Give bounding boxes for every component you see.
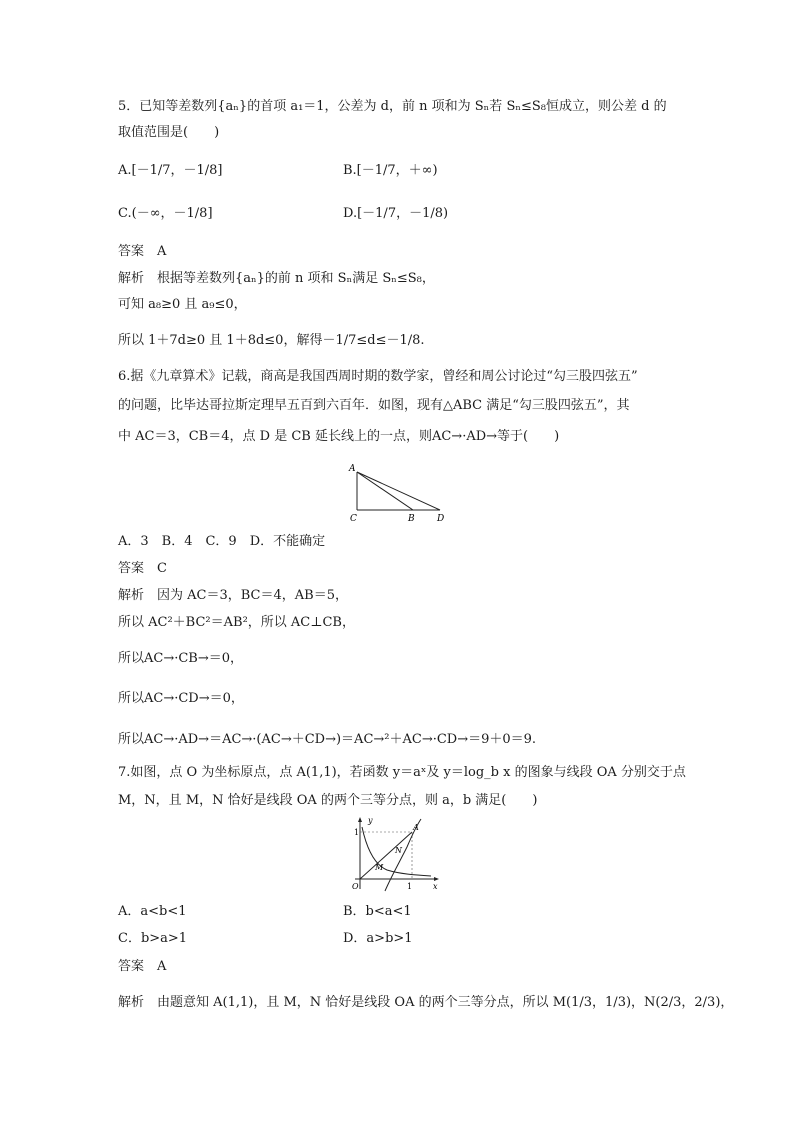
- q6-answer: 答案 C: [118, 561, 167, 576]
- q5-option-c: C.(－∞，－1/8]: [118, 206, 213, 221]
- label-one-x: 1: [407, 882, 413, 891]
- q5-solution-line3: 所以 1＋7d≥0 且 1＋8d≤0，解得－1/7≤d≤－1/8.: [118, 333, 425, 348]
- q6-solution-line3: 所以AC→·CB→＝0，: [118, 651, 244, 666]
- q6-options: A．3 B．4 C．9 D．不能确定: [118, 534, 326, 549]
- q5-solution-line2: 可知 a₈≥0 且 a₉≤0，: [118, 297, 247, 312]
- q6-stem-line1: 6.据《九章算术》记载，商高是我国西周时期的数学家，曾经和周公讨论过“勾三股四弦五”: [118, 369, 638, 384]
- segment-oa: [360, 832, 412, 879]
- q6-solution-line5: 所以AC→·AD→＝AC→·(AC→＋CD→)＝AC→²＋AC→·CD→＝9＋0＝9.: [118, 732, 537, 747]
- q7-stem-line1: 7.如图，点 O 为坐标原点，点 A(1,1)，若函数 y＝aˣ及 y＝log_b x 的图象与线段 OA 分别交于点: [118, 765, 686, 780]
- label-d: D: [437, 514, 445, 524]
- label-one-y: 1: [354, 828, 360, 837]
- q5-option-a: A.[－1/7，－1/8]: [118, 163, 223, 178]
- q6-stem-line3: 中 AC＝3，CB＝4，点 D 是 CB 延长线上的一点，则AC→·AD→等于( ): [118, 429, 560, 444]
- q7-graph-figure: [345, 815, 445, 895]
- segment-ad: [357, 472, 440, 510]
- q6-solution-line2: 所以 AC²＋BC²＝AB²，所以 AC⊥CB，: [118, 615, 355, 630]
- label-y: y: [368, 816, 373, 825]
- q7-option-c: C．b>a>1: [118, 931, 188, 946]
- q5-answer: 答案 A: [118, 244, 167, 259]
- q5-stem-line1: 5．已知等差数列{aₙ}的首项 a₁＝1，公差为 d，前 n 项和为 Sₙ若 Sₙ≤S₈恒成立，则公差 d 的: [118, 99, 667, 114]
- label-c: C: [350, 514, 357, 524]
- q7-solution-line1: 解析 由题意知 A(1,1)，且 M，N 恰好是线段 OA 的两个三等分点，所以 M(1/3，1/3)，N(2/3，2/3)，: [118, 995, 734, 1010]
- q6-stem-line2: 的问题，比毕达哥拉斯定理早五百到六百年．如图，现有△ABC 满足“勾三股四弦五”，其: [118, 398, 630, 413]
- label-a: A: [349, 464, 356, 474]
- q5-option-d: D.[－1/7，－1/8): [343, 206, 449, 221]
- q6-solution-line4: 所以AC→·CD→＝0，: [118, 691, 244, 706]
- q5-stem-line2: 取值范围是( ): [118, 125, 220, 140]
- segment-ab: [357, 472, 413, 510]
- q7-answer: 答案 A: [118, 959, 167, 974]
- q7-option-b: B．b<a<1: [343, 904, 412, 919]
- q6-triangle-figure: [340, 460, 460, 526]
- label-m: M: [375, 863, 384, 872]
- q7-option-d: D．a>b>1: [343, 931, 413, 946]
- q6-solution-line1: 解析 因为 AC＝3，BC＝4，AB＝5，: [118, 588, 348, 603]
- q7-stem-line2: M，N，且 M，N 恰好是线段 OA 的两个三等分点，则 a，b 满足( ): [118, 793, 538, 808]
- q7-option-a: A．a<b<1: [118, 904, 187, 919]
- label-b: B: [408, 514, 415, 524]
- label-n: N: [395, 846, 402, 855]
- label-o: O: [352, 882, 359, 891]
- label-x: x: [433, 882, 438, 891]
- q5-solution-line1: 解析 根据等差数列{aₙ}的前 n 项和 Sₙ满足 Sₙ≤S₈，: [118, 271, 435, 286]
- q5-option-b: B.[－1/7，＋∞): [343, 163, 438, 178]
- label-a: A: [413, 823, 419, 832]
